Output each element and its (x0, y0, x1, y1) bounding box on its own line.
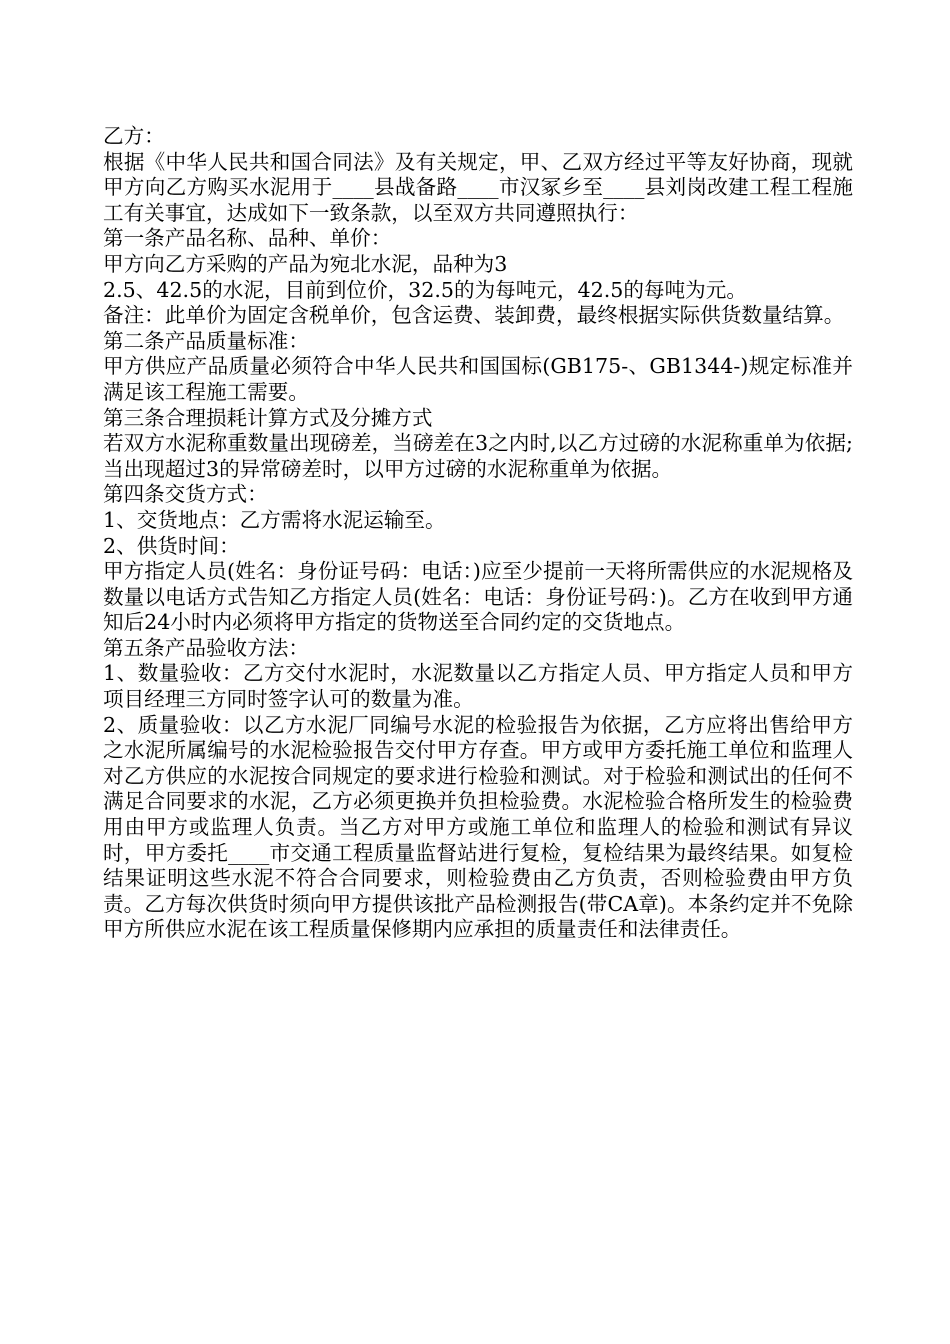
document-body (103, 124, 853, 943)
article-3-heading: 第三条合理损耗计算方式及分摊方式 (103, 405, 433, 430)
article-1-note: 备注：此单价为固定含税单价，包含运费、装卸费，最终根据实际供货数量结算。 (103, 303, 845, 328)
preamble-paragraph: 根据《中华人民共和国合同法》及有关规定，甲、乙双方经过平等友好协商，现就甲方向乙方购买水泥用于____县战备路____市汉冢乡至____县刘岗改建工程工程施工有关事宜，达成如下一致条款，以至双方共同遵照执行： (103, 149, 853, 225)
article-4-item-2-text: 甲方指定人员(姓名：身份证号码：电话：)应至少提前一天将所需供应的水泥规格及数量以电话方式告知乙方指定人员(姓名：电话：身份证号码：)。乙方在收到甲方通知后24小时内必须将甲方指定的货物送至合同约定的交货地点。 (103, 559, 853, 635)
article-5-heading: 第五条产品验收方法： (103, 635, 309, 660)
article-1-text-part2: 2.5、42.5的水泥，目前到位价，32.5的为每吨元，42.5的每吨为元。 (103, 277, 747, 302)
article-4-item-1: 1、交货地点：乙方需将水泥运输至。 (103, 507, 446, 532)
party-b-label: 乙方： (103, 124, 165, 148)
article-1-text-part1: 甲方向乙方采购的产品为宛北水泥，品种为3 (103, 251, 508, 276)
article-5-item-1: 1、数量验收：乙方交付水泥时，水泥数量以乙方指定人员、甲方指定人员和甲方项目经理三方同时签字认可的数量为准。 (103, 661, 853, 712)
article-2-heading: 第二条产品质量标准： (103, 328, 309, 353)
article-2-text: 甲方供应产品质量必须符合中华人民共和国国标(GB175-、GB1344-)规定标准并满足该工程施工需要。 (103, 354, 853, 404)
article-5-item-2: 2、质量验收：以乙方水泥厂同编号水泥的检验报告为依据，乙方应将出售给甲方之水泥所属编号的水泥检验报告交付甲方存查。甲方或甲方委托施工单位和监理人对乙方供应的水泥按合同规定的要求进行检验和测试。对于检验和测试出的任何不满足合同要求的水泥，乙方必须更换并负担检验费。水泥检验合格所发生的检验费用由甲方或监理人负责。当乙方对甲方或施工单位和监理人的检验和测试有异议时，甲方委托____市交通工程质量监督站进行复检，复检结果为最终结果。如复检结果证明这些水泥不符合合同要求，则检验费由乙方负责，否则检验费由甲方负责。乙方每次供货时须向甲方提供该批产品检测报告(带CA章)。本条约定并不免除甲方所供应水泥在该工程质量保修期内应承担的质量责任和法律责任。 (103, 712, 853, 942)
article-4-item-2: 2、供货时间： (103, 533, 240, 558)
article-3-text: 若双方水泥称重数量出现磅差，当磅差在3之内时,以乙方过磅的水泥称重单为依据;当出现超过3的异常磅差时，以甲方过磅的水泥称重单为依据。 (103, 431, 853, 481)
article-1-heading: 第一条产品名称、品种、单价： (103, 226, 392, 251)
article-4-heading: 第四条交货方式： (103, 482, 268, 507)
